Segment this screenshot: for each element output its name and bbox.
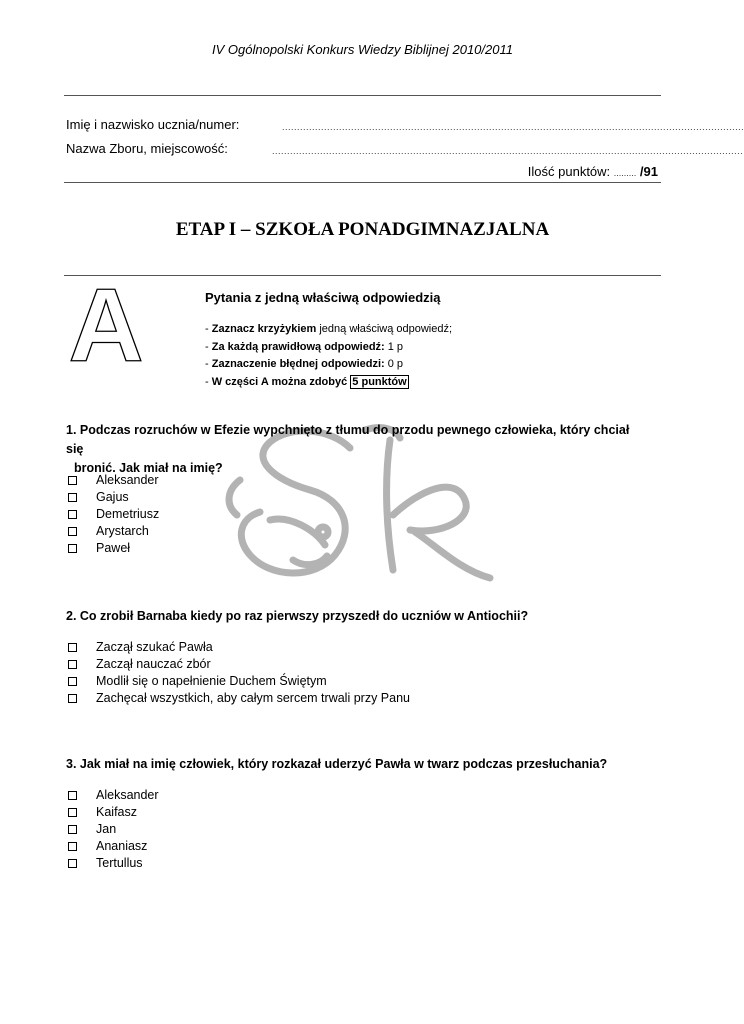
question-3: [66, 755, 646, 774]
student-name-field[interactable]: ..........................................................................................................................................................: [282, 122, 744, 132]
checkbox-icon[interactable]: [68, 544, 77, 553]
form-divider: [64, 182, 661, 183]
section-a-letter-glyph: A: [68, 268, 144, 384]
checkbox-icon[interactable]: [68, 510, 77, 519]
church-name-label: Nazwa Zboru, miejscowość:: [66, 141, 228, 156]
checkbox-icon[interactable]: [68, 493, 77, 502]
question-3-text: 3. Jak miał na imię człowiek, który rozkazał uderzyć Pawła w twarz podczas przesłuchania?: [66, 757, 608, 771]
checkbox-icon[interactable]: [68, 476, 77, 485]
stage-title: ETAP I – SZKOŁA PONADGIMNAZJALNA: [175, 219, 550, 240]
answer-option[interactable]: Jan: [68, 821, 159, 838]
checkbox-icon[interactable]: [68, 842, 77, 851]
rule-item: - Zaznacz krzyżykiem jedną właściwą odpowiedź;: [205, 323, 453, 335]
rule-item: - Zaznaczenie błędnej odpowiedzi: 0 p: [205, 358, 404, 370]
answer-option[interactable]: Zaczął szukać Pawła: [68, 639, 410, 656]
rule-item: - Za każdą prawidłową odpowiedź: 1 p: [205, 340, 404, 353]
answer-option[interactable]: Zaczął nauczać zbór: [68, 656, 410, 673]
section-a-letter: [64, 268, 148, 384]
answer-option[interactable]: Arystarch: [68, 523, 159, 540]
points-box: [528, 164, 658, 179]
question-2-text: 2. Co zrobił Barnaba kiedy po raz pierwszy przyszedł do uczniów w Antiochii?: [66, 609, 529, 623]
question-1-text: 1. Podczas rozruchów w Efezie wypchnięto z tłumu do przodu pewnego człowieka, który chciał się: [66, 423, 630, 456]
answer-option[interactable]: Ananiasz: [68, 838, 159, 855]
max-points-box: 5 punktów: [352, 375, 407, 388]
question-1-options: [68, 472, 159, 557]
section-a-divider: [64, 275, 661, 276]
answer-option[interactable]: Modlił się o napełnienie Duchem Świętym: [68, 673, 410, 690]
question-1-text-cont: bronić. Jak miał na imię?: [74, 461, 223, 475]
answer-option[interactable]: Kaifasz: [68, 804, 159, 821]
answer-option[interactable]: Gajus: [68, 489, 159, 506]
checkbox-icon[interactable]: [68, 660, 77, 669]
answer-option[interactable]: Aleksander: [68, 787, 159, 804]
question-1: [66, 421, 646, 478]
points-field[interactable]: .........: [613, 168, 637, 178]
question-3-options: [68, 787, 159, 872]
checkbox-icon[interactable]: [68, 677, 77, 686]
checkbox-icon[interactable]: [68, 808, 77, 817]
student-name-label: Imię i nazwisko ucznia/numer:: [66, 117, 240, 132]
points-label: Ilość punktów:: [527, 164, 611, 179]
church-name-field[interactable]: .............................................................................................................................................................: [272, 146, 744, 156]
answer-option[interactable]: Aleksander: [68, 472, 159, 489]
section-a-rules: [205, 321, 452, 391]
section-a-heading: Pytania z jedną właściwą odpowiedzią: [205, 290, 441, 305]
checkbox-icon[interactable]: [68, 694, 77, 703]
checkbox-icon[interactable]: [68, 527, 77, 536]
points-max: /91: [639, 164, 658, 179]
question-2: [66, 607, 646, 626]
contest-title: IV Ogólnopolski Konkurs Wiedzy Biblijnej 2010/2011: [212, 42, 513, 57]
header-divider: [64, 95, 661, 96]
checkbox-icon[interactable]: [68, 643, 77, 652]
answer-option[interactable]: Paweł: [68, 540, 159, 557]
answer-option[interactable]: Demetriusz: [68, 506, 159, 523]
answer-option[interactable]: Tertullus: [68, 855, 159, 872]
checkbox-icon[interactable]: [68, 791, 77, 800]
answer-option[interactable]: Zachęcał wszystkich, aby całym sercem trwali przy Panu: [68, 690, 410, 707]
rule-item: - W części A można zdobyć 5 punktów: [205, 375, 407, 388]
question-2-options: [68, 639, 410, 707]
checkbox-icon[interactable]: [68, 859, 77, 868]
checkbox-icon[interactable]: [68, 825, 77, 834]
